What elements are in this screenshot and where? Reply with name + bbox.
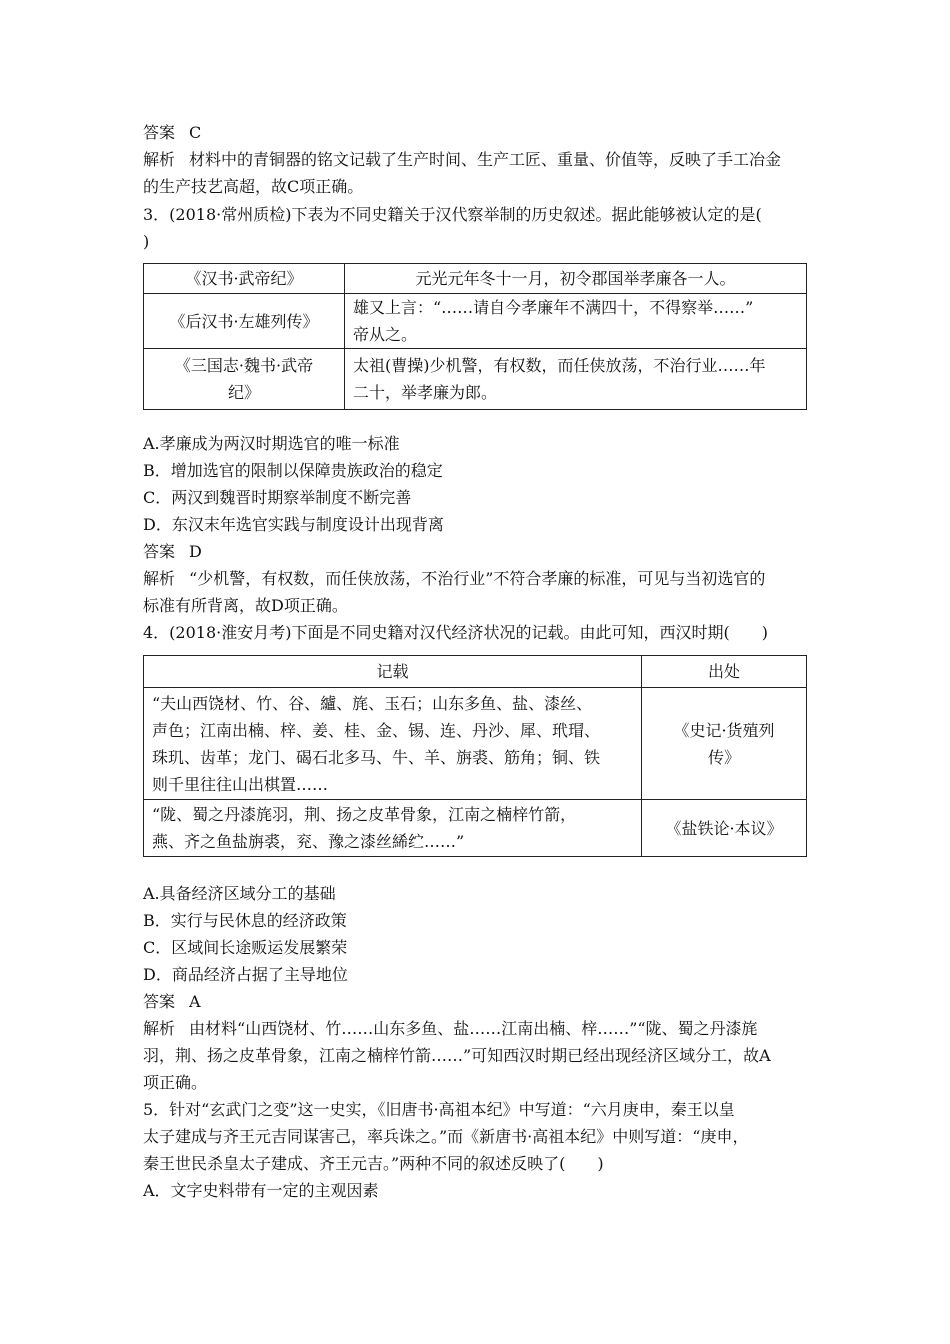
question-stem-line: 太子建成与齐王元吉同谋害己，率兵诛之。”而《新唐书·高祖本纪》中则写道：“庚申，: [143, 1127, 749, 1146]
answer-value: A: [189, 992, 201, 1011]
table-header-record: 记载: [144, 656, 642, 688]
table-row: [144, 800, 807, 857]
table-row: [144, 294, 807, 349]
option-d: D．商品经济占据了主导地位: [143, 965, 348, 984]
q3-answer-line: [143, 538, 813, 565]
q2-answer-line: [143, 119, 813, 146]
option-c: C．区域间长途贩运发展繁荣: [143, 938, 348, 957]
table-row: [144, 688, 807, 800]
q4-stem: 4．(2018·淮安月考)下面是不同史籍对汉代经济状况的记载。由此可知，西汉时期( ): [143, 623, 768, 642]
q4-options: [143, 880, 813, 1204]
cell-text: 纪》: [227, 383, 260, 402]
cell-text: 《盐铁论·本议》: [665, 818, 783, 838]
q3-analysis-line: 标准有所背离，故D项正确。: [143, 596, 348, 615]
cell-text: 《三国志·魏书·武帝: [174, 356, 314, 375]
question-stem-line: 秦王世民杀皇太子建成、齐王元吉。”两种不同的叙述反映了( ): [143, 1154, 604, 1173]
table-cell-source: [642, 688, 807, 800]
option-a: A.具备经济区域分工的基础: [143, 884, 336, 903]
option-a: A.孝廉成为两汉时期选官的唯一标准: [143, 434, 400, 453]
cell-text: 元光元年冬十一月，初令郡国举孝廉各一人。: [415, 269, 736, 288]
option-b: B．实行与民休息的经济政策: [143, 911, 347, 930]
q3-source-table: [143, 263, 807, 410]
cell-text: 雄又上言：“……请自今孝廉年不满四十，不得察举……”: [353, 298, 754, 317]
table-cell-content: [345, 294, 807, 349]
question-stem-line: 3．(2018·常州质检)下表为不同史籍关于汉代察举制的历史叙述。据此能够被认定的是(: [143, 205, 762, 224]
table-header-row: [144, 656, 807, 688]
table-cell-source: [144, 349, 345, 410]
table-row: [144, 349, 807, 410]
cell-text: 帝从之。: [353, 325, 418, 344]
question-stem-line: 5．针对“玄武门之变”这一史实，《旧唐书·高祖本纪》中写道：“六月庚申，秦王以皇: [143, 1100, 735, 1119]
analysis-text: “少机警，有权数，而任侠放荡，不治行业”不符合孝廉的标准，可见与当初选官的: [189, 569, 766, 588]
q4-analysis-line: 项正确。: [143, 1073, 208, 1092]
table-cell-record: [144, 688, 642, 800]
analysis-label: 解析: [143, 150, 176, 169]
cell-text: 传》: [707, 747, 740, 767]
table-cell-source: [144, 294, 345, 349]
q4-analysis-line: 羽，荆、扬之皮革骨象，江南之楠梓竹箭……”可知西汉时期已经出现经济区域分工，故A: [143, 1046, 771, 1065]
analysis-label: 解析: [143, 569, 176, 588]
table-row: [144, 264, 807, 294]
cell-text: 《后汉书·左雄列传》: [169, 311, 319, 331]
cell-text: 则千里往往山出棋置……: [152, 774, 329, 794]
table-header-source: 出处: [642, 656, 807, 688]
q3-analysis-line: [143, 565, 813, 592]
cell-text: 声色；江南出楠、梓、姜、桂、金、锡、连、丹沙、犀、玳瑁、: [152, 720, 601, 740]
analysis-text: 由材料“山西饶材、竹……山东多鱼、盐……江南出楠、梓……”“陇、蜀之丹漆旄: [189, 1019, 758, 1038]
cell-text: 珠玑、齿革；龙门、碣石北多马、牛、羊、旃裘、筋角；铜、铁: [152, 747, 601, 767]
q2-analysis-line: [143, 146, 813, 173]
option-b: B．增加选官的限制以保障贵族政治的稳定: [143, 461, 443, 480]
table-cell-record: [144, 800, 642, 857]
option-d: D．东汉末年选官实践与制度设计出现背离: [143, 515, 444, 534]
q2-analysis-line: 的生产技艺高超，故C项正确。: [143, 177, 364, 196]
q4-analysis-line: [143, 1015, 813, 1042]
q4-answer-line: [143, 988, 813, 1015]
cell-text: 燕、齐之鱼盐旃裘，兖、豫之漆丝絺纻……”: [152, 832, 465, 851]
analysis-text: 材料中的青铜器的铭文记载了生产时间、生产工匠、重量、价值等，反映了手工冶金: [189, 150, 782, 169]
table-cell-source: [144, 264, 345, 294]
cell-text: 《史记·货殖列: [673, 720, 775, 740]
question-stem-line: ): [143, 232, 150, 251]
option-a: A．文字史料带有一定的主观因素: [143, 1181, 379, 1200]
q2-answer-block: [143, 119, 813, 200]
answer-label: 答案: [143, 992, 176, 1011]
cell-text: “陇、蜀之丹漆旄羽，荆、扬之皮革骨象，江南之楠梓竹箭，: [152, 805, 577, 824]
answer-value: D: [189, 542, 202, 561]
answer-label: 答案: [143, 542, 176, 561]
cell-text: “夫山西饶材、竹、谷、纑、旄、玉石；山东多鱼、盐、漆丝、: [152, 693, 593, 713]
table-cell-content: [345, 349, 807, 410]
answer-label: 答案: [143, 123, 176, 142]
cell-text: 《汉书·武帝纪》: [185, 269, 303, 288]
q3-options: [143, 430, 813, 646]
answer-value: C: [189, 123, 202, 142]
analysis-label: 解析: [143, 1019, 176, 1038]
cell-text: 二十，举孝廉为郎。: [353, 383, 498, 402]
q4-economy-table: [143, 655, 807, 857]
cell-text: 太祖(曹操)少机警，有权数，而任侠放荡，不治行业……年: [353, 356, 766, 375]
q3-stem: [143, 201, 813, 255]
option-c: C．两汉到魏晋时期察举制度不断完善: [143, 488, 412, 507]
table-cell-source: [642, 800, 807, 857]
table-cell-content: [345, 264, 807, 294]
